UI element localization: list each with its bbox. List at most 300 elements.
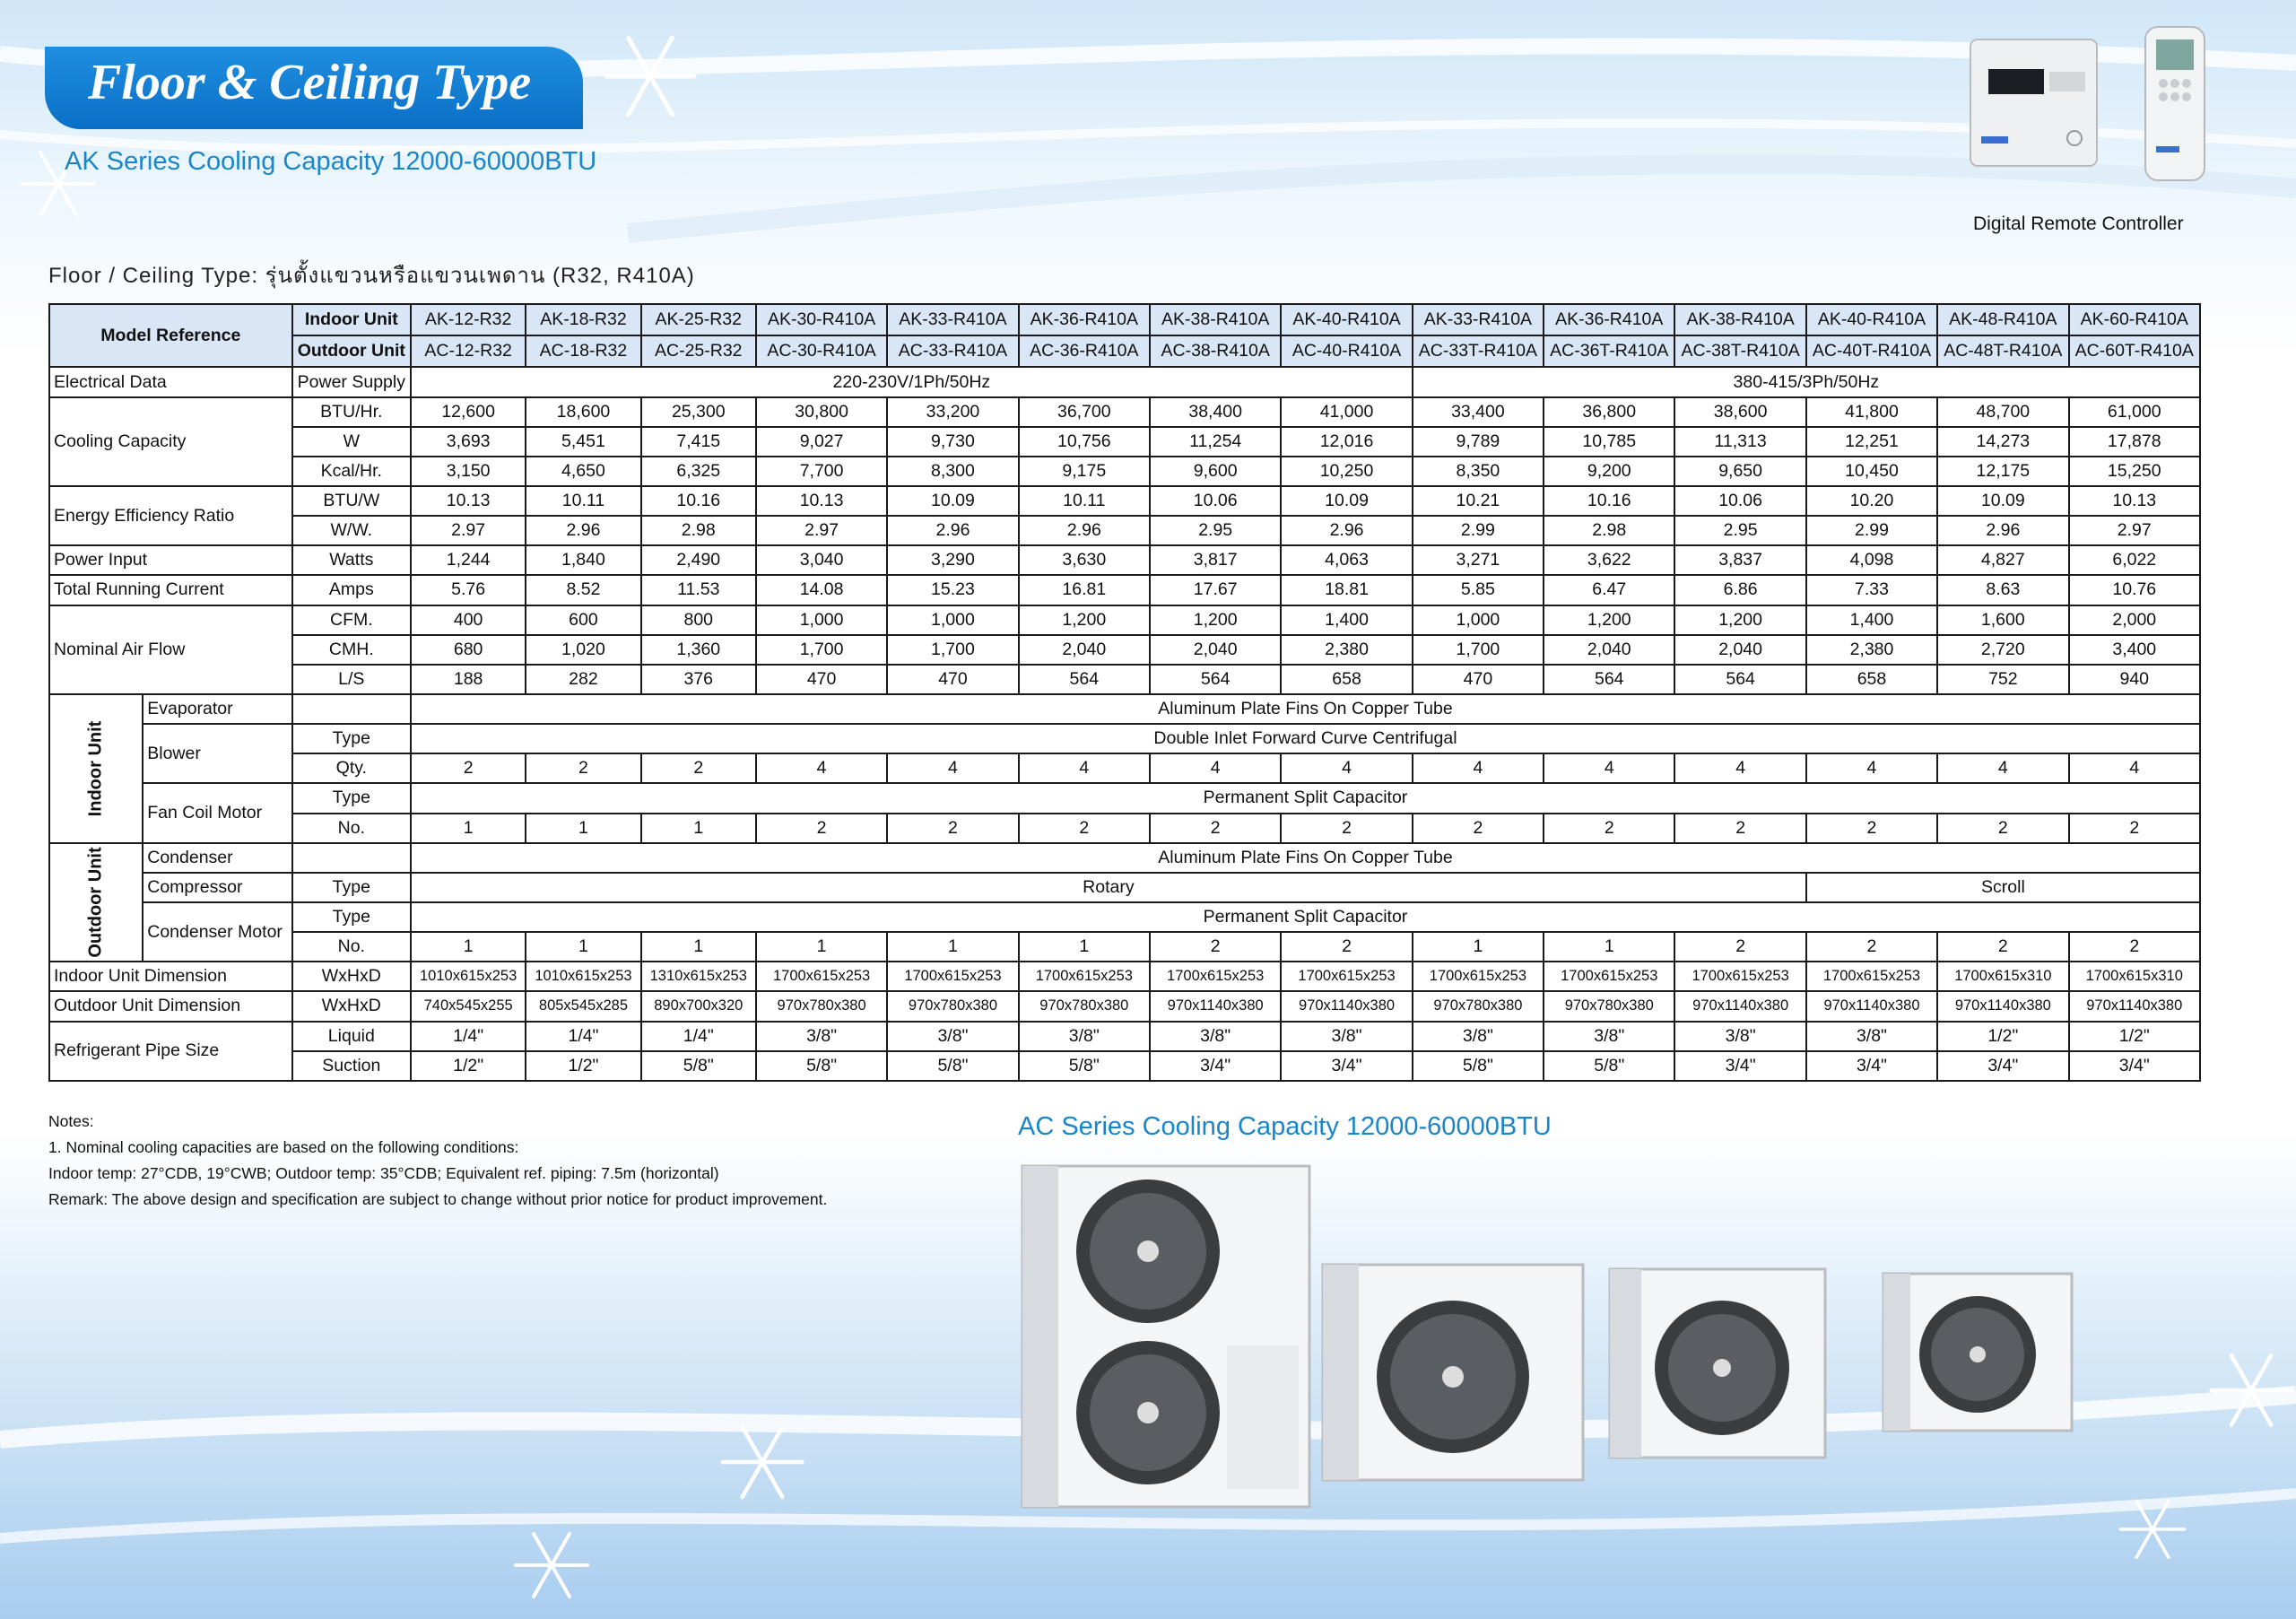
value-cell: 2 <box>1413 814 1544 843</box>
row-label: Energy Efficiency Ratio <box>49 486 292 545</box>
notes-line: Indoor temp: 27°CDB, 19°CWB; Outdoor temp: 35°CDB; Equivalent ref. piping: 7.5m (horizontal) <box>48 1164 719 1182</box>
value-cell: 2.96 <box>526 516 640 545</box>
value-cell: 3/8" <box>1413 1022 1544 1051</box>
value-cell: 2 <box>2069 814 2200 843</box>
snowflake-icon <box>2206 1345 2296 1435</box>
value-cell: 400 <box>411 605 526 635</box>
value-cell: 470 <box>887 665 1018 694</box>
row-label: Indoor Unit Dimension <box>49 962 292 991</box>
value-cell: 11,313 <box>1674 427 1805 457</box>
value-cell: 15.23 <box>887 575 1018 605</box>
value-cell: 1700x615x253 <box>1281 962 1412 991</box>
row-label: Condenser <box>143 843 291 873</box>
notes-line: Notes: <box>48 1112 94 1130</box>
value-cell: 10,450 <box>1806 457 1937 486</box>
value-cell: AC-38-R410A <box>1150 335 1281 367</box>
value-cell: 1010x615x253 <box>526 962 640 991</box>
value-cell: 1 <box>1544 932 1674 962</box>
value-cell: 10.16 <box>641 486 756 516</box>
value-cell: 8,300 <box>887 457 1018 486</box>
unit-cell: BTU/W <box>292 486 411 516</box>
value-cell: 36,700 <box>1019 397 1150 427</box>
table-row <box>49 724 2200 753</box>
value-cell: 2 <box>1150 814 1281 843</box>
value-cell: 2.96 <box>887 516 1018 545</box>
value-cell: 1,400 <box>1281 605 1412 635</box>
value-cell: 2 <box>526 753 640 783</box>
table-row <box>49 962 2200 991</box>
value-cell: 4,098 <box>1806 545 1937 575</box>
value-cell: 61,000 <box>2069 397 2200 427</box>
value-cell: 1/2" <box>1937 1022 2068 1051</box>
value-cell: 5/8" <box>1544 1051 1674 1081</box>
value-cell: AC-25-R32 <box>641 335 756 367</box>
value-cell: 33,400 <box>1413 397 1544 427</box>
specification-table <box>48 303 2201 1082</box>
value-cell: 752 <box>1937 665 2068 694</box>
value-cell: 658 <box>1281 665 1412 694</box>
value-cell: 970x780x380 <box>1544 991 1674 1021</box>
value-cell: 3/4" <box>1674 1051 1805 1081</box>
notes-line: 1. Nominal cooling capacities are based on the following conditions: <box>48 1138 519 1156</box>
model-reference-header: Model Reference <box>49 304 292 367</box>
value-cell: 1,244 <box>411 545 526 575</box>
value-cell: 2.99 <box>1806 516 1937 545</box>
value-cell: 12,600 <box>411 397 526 427</box>
value-cell: 10.06 <box>1150 486 1281 516</box>
value-cell: 3,400 <box>2069 635 2200 665</box>
value-cell: 3/4" <box>1937 1051 2068 1081</box>
value-cell: 5/8" <box>1019 1051 1150 1081</box>
value-cell: 970x1140x380 <box>1281 991 1412 1021</box>
value-cell: 10.09 <box>887 486 1018 516</box>
merged-value: Rotary <box>411 873 1806 902</box>
value-cell: 4,827 <box>1937 545 2068 575</box>
table-row <box>49 605 2200 635</box>
value-cell: 2 <box>1150 932 1281 962</box>
value-cell: 2.97 <box>2069 516 2200 545</box>
value-cell: 2 <box>1281 932 1412 962</box>
row-label: Nominal Air Flow <box>49 605 292 694</box>
value-cell: 9,789 <box>1413 427 1544 457</box>
page-title: Floor & Ceiling Type <box>88 55 532 110</box>
value-cell: 2,040 <box>1544 635 1674 665</box>
value-cell: 1700x615x253 <box>1019 962 1150 991</box>
value-cell: 3,622 <box>1544 545 1674 575</box>
table-row <box>49 932 2200 962</box>
value-cell: 2 <box>1937 932 2068 962</box>
value-cell: 1,020 <box>526 635 640 665</box>
value-cell: AK-48-R410A <box>1937 304 2068 335</box>
merged-value: Aluminum Plate Fins On Copper Tube <box>411 694 2200 724</box>
value-cell: 25,300 <box>641 397 756 427</box>
value-cell: 970x1140x380 <box>1937 991 2068 1021</box>
value-cell: 2.95 <box>1150 516 1281 545</box>
table-row <box>49 427 2200 457</box>
unit-cell: Amps <box>292 575 411 605</box>
unit-cell: CFM. <box>292 605 411 635</box>
value-cell: 564 <box>1674 665 1805 694</box>
table-row <box>49 635 2200 665</box>
merged-value: Permanent Split Capacitor <box>411 902 2200 932</box>
value-cell: 10,785 <box>1544 427 1674 457</box>
value-cell: 740x545x255 <box>411 991 526 1021</box>
table-row <box>49 575 2200 605</box>
value-cell: 3,040 <box>756 545 887 575</box>
value-cell: 2 <box>1544 814 1674 843</box>
value-cell: 7.33 <box>1806 575 1937 605</box>
value-cell: 2,040 <box>1150 635 1281 665</box>
table-row <box>49 367 2200 396</box>
value-cell: 3,837 <box>1674 545 1805 575</box>
unit-cell: Liquid <box>292 1022 411 1051</box>
table-row <box>49 457 2200 486</box>
value-cell: 3,150 <box>411 457 526 486</box>
value-cell: 470 <box>756 665 887 694</box>
value-cell: AC-40-R410A <box>1281 335 1412 367</box>
value-cell: 1,840 <box>526 545 640 575</box>
value-cell: 1/4" <box>526 1022 640 1051</box>
row-label: Outdoor Unit Dimension <box>49 991 292 1021</box>
table-row <box>49 694 2200 724</box>
value-cell: AK-33-R410A <box>887 304 1018 335</box>
value-cell: 4 <box>887 753 1018 783</box>
value-cell: 36,800 <box>1544 397 1674 427</box>
unit-cell: W/W. <box>292 516 411 545</box>
value-cell: 3,290 <box>887 545 1018 575</box>
value-cell: 5.76 <box>411 575 526 605</box>
ac-series-subtitle: AC Series Cooling Capacity 12000-60000BTU <box>1018 1112 1552 1141</box>
value-cell: 2.96 <box>1937 516 2068 545</box>
value-cell: 3/8" <box>1150 1022 1281 1051</box>
value-cell: 1 <box>756 932 887 962</box>
unit-cell: Kcal/Hr. <box>292 457 411 486</box>
value-cell: 890x700x320 <box>641 991 756 1021</box>
value-cell: 11.53 <box>641 575 756 605</box>
value-cell: 4 <box>2069 753 2200 783</box>
value-cell: 9,730 <box>887 427 1018 457</box>
value-cell: AK-38-R410A <box>1674 304 1805 335</box>
value-cell: 10.09 <box>1281 486 1412 516</box>
value-cell: 4 <box>1019 753 1150 783</box>
value-cell: 2.97 <box>756 516 887 545</box>
value-cell: 1700x615x253 <box>1150 962 1281 991</box>
value-cell: 658 <box>1806 665 1937 694</box>
value-cell: AC-12-R32 <box>411 335 526 367</box>
value-cell: 2,040 <box>1019 635 1150 665</box>
value-cell: 1 <box>1413 932 1544 962</box>
value-cell: 8.63 <box>1937 575 2068 605</box>
value-cell: AK-40-R410A <box>1806 304 1937 335</box>
value-cell: 4 <box>1806 753 1937 783</box>
unit-cell: No. <box>292 932 411 962</box>
value-cell: 2 <box>1806 932 1937 962</box>
value-cell: 2,380 <box>1806 635 1937 665</box>
value-cell: 1 <box>641 814 756 843</box>
row-label: Refrigerant Pipe Size <box>49 1022 292 1081</box>
value-cell: 2.99 <box>1413 516 1544 545</box>
value-cell: 2,040 <box>1674 635 1805 665</box>
value-cell: 1700x615x253 <box>756 962 887 991</box>
outdoor-unit-section-label <box>49 843 143 962</box>
value-cell: 1700x615x253 <box>1544 962 1674 991</box>
value-cell: 3/8" <box>1544 1022 1674 1051</box>
value-cell: 188 <box>411 665 526 694</box>
row-label: Condenser Motor <box>143 902 291 962</box>
value-cell: 2,490 <box>641 545 756 575</box>
value-cell: 4,650 <box>526 457 640 486</box>
value-cell: AK-60-R410A <box>2069 304 2200 335</box>
value-cell: 3/4" <box>1150 1051 1281 1081</box>
value-cell: 2,000 <box>2069 605 2200 635</box>
value-cell: AC-33T-R410A <box>1413 335 1544 367</box>
value-cell: 970x780x380 <box>887 991 1018 1021</box>
value-cell: 940 <box>2069 665 2200 694</box>
value-cell: 10.09 <box>1937 486 2068 516</box>
value-cell: 14,273 <box>1937 427 2068 457</box>
remote-controller-caption: Digital Remote Controller <box>1973 213 2184 234</box>
value-cell: 4 <box>1937 753 2068 783</box>
value-cell: 1700x615x253 <box>1413 962 1544 991</box>
value-cell: 1 <box>641 932 756 962</box>
merged-value: Double Inlet Forward Curve Centrifugal <box>411 724 2200 753</box>
value-cell: 2,380 <box>1281 635 1412 665</box>
value-cell: 33,200 <box>887 397 1018 427</box>
value-cell: 2.95 <box>1674 516 1805 545</box>
indoor-unit-vertical-label: Indoor Unit <box>85 720 106 817</box>
row-label: Fan Coil Motor <box>143 783 291 842</box>
value-cell: 3/8" <box>1806 1022 1937 1051</box>
unit-cell: W <box>292 427 411 457</box>
value-cell: 2.98 <box>1544 516 1674 545</box>
value-cell: 5/8" <box>641 1051 756 1081</box>
unit-cell: Type <box>292 902 411 932</box>
value-cell: 11,254 <box>1150 427 1281 457</box>
unit-cell: L/S <box>292 665 411 694</box>
value-cell: 376 <box>641 665 756 694</box>
value-cell: 1,000 <box>1413 605 1544 635</box>
value-cell: 2,720 <box>1937 635 2068 665</box>
value-cell: 970x1140x380 <box>2069 991 2200 1021</box>
merged-value: Permanent Split Capacitor <box>411 783 2200 813</box>
unit-cell: BTU/Hr. <box>292 397 411 427</box>
outdoor-unit-medium <box>1323 1265 1583 1480</box>
value-cell: 1700x615x310 <box>1937 962 2068 991</box>
row-label: Compressor <box>143 873 291 902</box>
value-cell: 564 <box>1150 665 1281 694</box>
value-cell: 1,200 <box>1150 605 1281 635</box>
value-cell: AC-36T-R410A <box>1544 335 1674 367</box>
value-cell: 14.08 <box>756 575 887 605</box>
value-cell: 3/8" <box>1019 1022 1150 1051</box>
value-cell: 1700x615x253 <box>887 962 1018 991</box>
value-cell: 6,325 <box>641 457 756 486</box>
value-cell: 30,800 <box>756 397 887 427</box>
table-row <box>49 991 2200 1021</box>
value-cell: 9,650 <box>1674 457 1805 486</box>
value-cell: 3/4" <box>1806 1051 1937 1081</box>
value-cell: 2.98 <box>641 516 756 545</box>
value-cell: 18.81 <box>1281 575 1412 605</box>
value-cell: 3/4" <box>1281 1051 1412 1081</box>
value-cell: AK-18-R32 <box>526 304 640 335</box>
unit-cell: Watts <box>292 545 411 575</box>
value-cell: 4 <box>756 753 887 783</box>
value-cell: 12,175 <box>1937 457 2068 486</box>
value-cell: AK-40-R410A <box>1281 304 1412 335</box>
value-cell: 1 <box>887 932 1018 962</box>
value-cell: 2 <box>887 814 1018 843</box>
value-cell: 2 <box>411 753 526 783</box>
value-cell: 41,000 <box>1281 397 1412 427</box>
value-cell: 10,250 <box>1281 457 1412 486</box>
value-cell: 2 <box>1674 814 1805 843</box>
value-cell: 6,022 <box>2069 545 2200 575</box>
merged-value: 380-415/3Ph/50Hz <box>1413 367 2200 396</box>
value-cell: 680 <box>411 635 526 665</box>
value-cell: 2 <box>1019 814 1150 843</box>
table-row <box>49 516 2200 545</box>
value-cell: 9,600 <box>1150 457 1281 486</box>
value-cell: 41,800 <box>1806 397 1937 427</box>
value-cell: AK-12-R32 <box>411 304 526 335</box>
value-cell: 1 <box>1019 932 1150 962</box>
value-cell: 1,200 <box>1544 605 1674 635</box>
value-cell: AK-30-R410A <box>756 304 887 335</box>
value-cell: AC-36-R410A <box>1019 335 1150 367</box>
value-cell: 10,756 <box>1019 427 1150 457</box>
notes-block <box>48 1109 827 1213</box>
value-cell: 4 <box>1544 753 1674 783</box>
value-cell: 2.96 <box>1281 516 1412 545</box>
snowflake-icon <box>511 1525 592 1606</box>
table-row <box>49 1022 2200 1051</box>
unit-cell: No. <box>292 814 411 843</box>
value-cell: 48,700 <box>1937 397 2068 427</box>
value-cell: 12,016 <box>1281 427 1412 457</box>
row-label: Blower <box>143 724 291 783</box>
value-cell: 1 <box>411 932 526 962</box>
value-cell: 1010x615x253 <box>411 962 526 991</box>
value-cell: 2 <box>1806 814 1937 843</box>
value-cell: 1/2" <box>411 1051 526 1081</box>
unit-cell: WxHxD <box>292 962 411 991</box>
value-cell: 7,415 <box>641 427 756 457</box>
table-row <box>49 486 2200 516</box>
value-cell: 8,350 <box>1413 457 1544 486</box>
value-cell: 3/8" <box>756 1022 887 1051</box>
value-cell: AC-40T-R410A <box>1806 335 1937 367</box>
value-cell: 2 <box>641 753 756 783</box>
value-cell: 10.21 <box>1413 486 1544 516</box>
wall-controller-image <box>1969 38 2099 168</box>
table-row <box>49 545 2200 575</box>
value-cell: 9,027 <box>756 427 887 457</box>
value-cell: AK-33-R410A <box>1413 304 1544 335</box>
value-cell: 970x780x380 <box>1019 991 1150 1021</box>
value-cell: 10.13 <box>2069 486 2200 516</box>
value-cell: 4 <box>1150 753 1281 783</box>
row-label: Cooling Capacity <box>49 397 292 486</box>
outdoor-unit-small <box>1883 1274 2072 1431</box>
value-cell: 2 <box>1674 932 1805 962</box>
value-cell: 1/4" <box>641 1022 756 1051</box>
value-cell: 1 <box>526 814 640 843</box>
table-row <box>49 753 2200 783</box>
snowflake-icon <box>718 1417 807 1507</box>
value-cell: AC-48T-R410A <box>1937 335 2068 367</box>
table-row <box>49 814 2200 843</box>
value-cell: 5/8" <box>756 1051 887 1081</box>
snowflake-icon <box>601 27 700 126</box>
value-cell: 3,630 <box>1019 545 1150 575</box>
unit-cell: Qty. <box>292 753 411 783</box>
value-cell: 1,360 <box>641 635 756 665</box>
value-cell: 9,175 <box>1019 457 1150 486</box>
value-cell: 470 <box>1413 665 1544 694</box>
value-cell: 970x780x380 <box>1413 991 1544 1021</box>
table-row <box>49 335 2200 367</box>
table-row <box>49 1051 2200 1081</box>
section-heading: Floor / Ceiling Type: รุ่นตั้งแขวนหรือแขวนเพดาน (R32, R410A) <box>48 264 695 288</box>
value-cell: 10.11 <box>1019 486 1150 516</box>
value-cell: 1,700 <box>887 635 1018 665</box>
value-cell: 2 <box>1937 814 2068 843</box>
unit-cell: Type <box>292 873 411 902</box>
value-cell: 564 <box>1019 665 1150 694</box>
value-cell: 970x1140x380 <box>1806 991 1937 1021</box>
value-cell: 4 <box>1281 753 1412 783</box>
merged-value: 220-230V/1Ph/50Hz <box>411 367 1413 396</box>
unit-cell: Power Supply <box>292 367 411 396</box>
row-label: Power Input <box>49 545 292 575</box>
table-row <box>49 783 2200 813</box>
value-cell: 12,251 <box>1806 427 1937 457</box>
value-cell: 4,063 <box>1281 545 1412 575</box>
value-cell: 1/2" <box>526 1051 640 1081</box>
value-cell: 6.47 <box>1544 575 1674 605</box>
indoor-unit-header: Indoor Unit <box>292 304 411 335</box>
outdoor-unit-vertical-label: Outdoor Unit <box>85 847 106 958</box>
value-cell: 1,200 <box>1674 605 1805 635</box>
value-cell: 3,693 <box>411 427 526 457</box>
value-cell: 3/8" <box>1674 1022 1805 1051</box>
value-cell: 970x780x380 <box>756 991 887 1021</box>
value-cell: 1,700 <box>1413 635 1544 665</box>
value-cell: 1310x615x253 <box>641 962 756 991</box>
value-cell: 9,200 <box>1544 457 1674 486</box>
value-cell: AK-38-R410A <box>1150 304 1281 335</box>
ak-series-subtitle: AK Series Cooling Capacity 12000-60000BTU <box>65 147 597 176</box>
value-cell: 3,271 <box>1413 545 1544 575</box>
value-cell: 970x1140x380 <box>1150 991 1281 1021</box>
handheld-remote-image <box>2144 25 2206 182</box>
value-cell: 4 <box>1413 753 1544 783</box>
table-row <box>49 902 2200 932</box>
value-cell: 1,400 <box>1806 605 1937 635</box>
value-cell: 2.97 <box>411 516 526 545</box>
outdoor-unit-medium-2 <box>1610 1269 1825 1458</box>
merged-value: Scroll <box>1806 873 2200 902</box>
value-cell: 15,250 <box>2069 457 2200 486</box>
value-cell: 2.96 <box>1019 516 1150 545</box>
table-row <box>49 397 2200 427</box>
value-cell: 1700x615x310 <box>2069 962 2200 991</box>
merged-value: Aluminum Plate Fins On Copper Tube <box>411 843 2200 873</box>
outdoor-units-image <box>1013 1157 2117 1525</box>
value-cell: 17.67 <box>1150 575 1281 605</box>
snowflake-icon <box>2117 1493 2188 1565</box>
